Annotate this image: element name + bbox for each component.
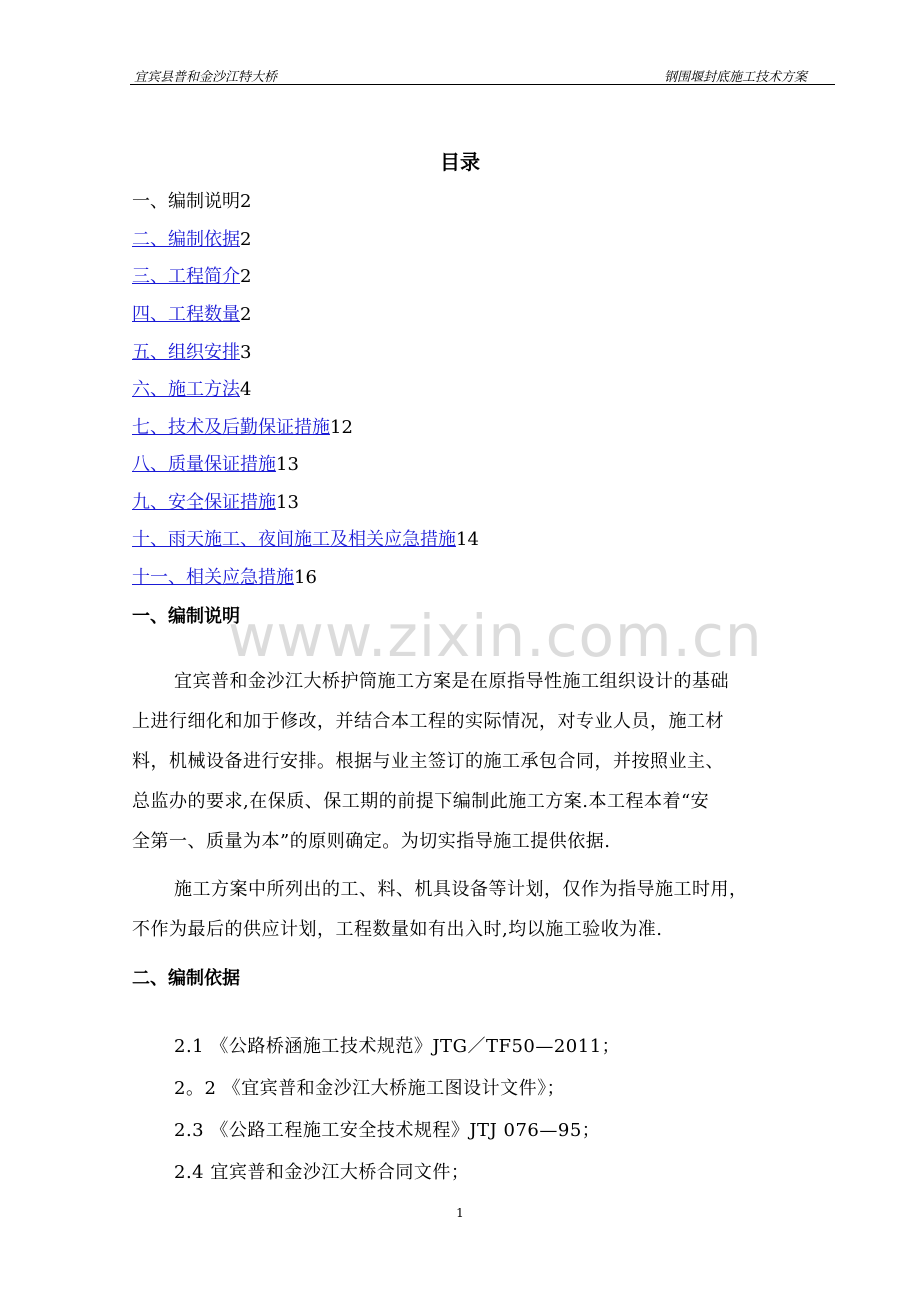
toc-item-page: 2	[240, 229, 252, 250]
toc-item-page: 13	[276, 454, 299, 475]
paragraph-line: 总监办的要求,在保质、保工期的前提下编制此施工方案.本工程本着“安	[132, 791, 710, 812]
section-heading: 一、编制说明	[132, 606, 240, 627]
toc-item	[132, 490, 299, 516]
header-right-title: 钢围堰封底施工技术方案	[663, 70, 807, 85]
reference-item: 2.4 宜宾普和金沙江大桥合同文件；	[174, 1162, 470, 1183]
toc-item	[132, 302, 251, 328]
header-divider	[130, 84, 835, 85]
toc-item-page: 16	[294, 567, 317, 588]
toc-link[interactable]: 三、工程简介	[132, 266, 240, 287]
paragraph-line: 料，机械设备进行安排。根据与业主签订的施工承包合同，并按照业主、	[132, 751, 724, 772]
toc-item-page: 12	[330, 417, 353, 438]
toc-item-page: 13	[276, 492, 299, 513]
toc-item-page: 2	[240, 304, 252, 325]
toc-item-page: 4	[240, 379, 252, 400]
toc-item-page: 3	[240, 342, 252, 363]
reference-item: 2。2 《宜宾普和金沙江大桥施工图设计文件》；	[174, 1078, 566, 1099]
toc-item-page: 2	[240, 266, 252, 287]
toc-item	[132, 189, 251, 215]
toc-link[interactable]: 五、组织安排	[132, 342, 240, 363]
paragraph-line: 施工方案中所列出的工、料、机具设备等计划，仅作为指导施工时用，	[174, 879, 748, 900]
toc-link[interactable]: 十一、相关应急措施	[132, 567, 294, 588]
toc-item	[132, 377, 251, 403]
toc-item	[132, 452, 299, 478]
toc-item-page: 14	[456, 529, 479, 550]
toc-link[interactable]: 四、工程数量	[132, 304, 240, 325]
toc-item	[132, 264, 251, 290]
toc-item-label: 一、编制说明	[132, 191, 240, 212]
paragraph-line: 宜宾普和金沙江大桥护筒施工方案是在原指导性施工组织设计的基础	[174, 671, 729, 692]
paragraph	[132, 662, 832, 862]
toc-link[interactable]: 六、施工方法	[132, 379, 240, 400]
toc-link[interactable]: 九、安全保证措施	[132, 492, 276, 513]
paragraph	[132, 870, 832, 950]
watermark: www.zixin.com.cn	[228, 602, 763, 670]
toc-item	[132, 227, 251, 253]
header-left-title: 宜宾县普和金沙江特大桥	[134, 70, 278, 85]
toc-item	[132, 565, 317, 591]
reference-item: 2.3 《公路工程施工安全技术规程》JTJ 076—95；	[174, 1120, 601, 1141]
paragraph-line: 上进行细化和加于修改，并结合本工程的实际情况，对专业人员，施工材	[132, 711, 724, 732]
section-heading: 二、编制依据	[132, 968, 240, 989]
toc-item	[132, 415, 353, 441]
page-number: 1	[456, 1206, 464, 1220]
toc-item	[132, 340, 251, 366]
toc-link[interactable]: 十、雨天施工、夜间施工及相关应急措施	[132, 529, 456, 550]
reference-item: 2.1 《公路桥涵施工技术规范》JTG／TF50—2011；	[174, 1036, 621, 1057]
paragraph-line: 不作为最后的供应计划，工程数量如有出入时,均以施工验收为准.	[132, 919, 663, 940]
toc-link[interactable]: 七、技术及后勤保证措施	[132, 417, 330, 438]
toc-item	[132, 527, 479, 553]
toc-link[interactable]: 八、质量保证措施	[132, 454, 276, 475]
paragraph-line: 全第一、质量为本”的原则确定。为切实指导施工提供依据.	[132, 831, 611, 852]
toc-title: 目录	[440, 150, 480, 174]
toc-link[interactable]: 二、编制依据	[132, 229, 240, 250]
toc-item-page: 2	[240, 191, 252, 212]
